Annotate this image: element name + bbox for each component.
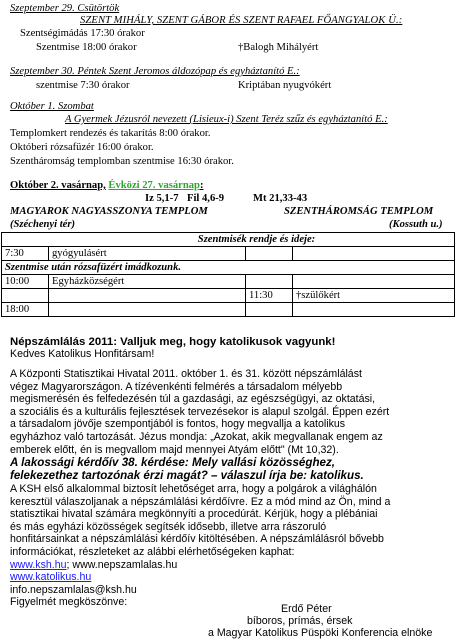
question-line: felekezethez tartozónak érzi magát? – válaszul írja be: katolikus. (10, 469, 364, 482)
church-left-location: (Széchenyi tér) (10, 219, 76, 230)
rosary-note: Szentmise után rózsafüzért imádkozunk. (2, 261, 455, 275)
paragraph-line: a társadalom jövője szempontjából is fontos, hogy megvallja a katolikus (10, 418, 346, 431)
census-question (10, 456, 460, 482)
paragraph-line: információkat, részleteket az alábbi elérhetőségeken kaphat: (10, 545, 295, 558)
schedule-time: 11:30 (246, 289, 293, 303)
paragraph-line: emberek előtt, én is megvallom majd mennyei Atyám előtt" (Mt 10,32). (10, 443, 339, 456)
oct1-rosary: Októberi rózsafüzér 16:00 órakor. (10, 142, 154, 153)
schedule-time: 10:00 (2, 275, 49, 289)
schedule-row (2, 289, 455, 303)
article-paragraph-1 (10, 368, 460, 456)
oct1-garden-cleanup: Templomkert rendezés és takarítás 8:00 órakor. (10, 128, 211, 139)
reading-3: Mt 21,33-43 (253, 193, 308, 204)
oct2-heading-colon: : (199, 180, 204, 191)
church-right-location: (Kossuth u.) (389, 219, 443, 230)
schedule-time: 18:00 (2, 303, 49, 317)
oct1-feast-title: A Gyermek Jézusról nevezett (Lisieux-i) Szent Teréz szűz és egyháztanító E.: (65, 114, 388, 125)
article-paragraph-2 (10, 483, 460, 609)
paragraph-line: megismerésén és felfedezésén túl a gazdasági, az egészségügyi, az oktatási, (10, 393, 376, 406)
ksh-link[interactable]: www.ksh.hu (10, 558, 67, 571)
sep30-mass-time: szentmise 7:30 órakor (36, 80, 130, 91)
sep30-heading: Szeptember 30. Péntek Szent Jeromos áldozópap és egyháztanító E.: (10, 66, 300, 77)
sep29-heading: Szeptember 29. Csütörtök (10, 3, 120, 14)
signature-name: Erdő Péter (281, 603, 332, 615)
schedule-header: Szentmisék rendje és ideje: (2, 233, 455, 247)
schedule-note-row (2, 261, 455, 275)
signature-title: bíboros, prímás, érsek (247, 615, 353, 627)
schedule-intention (293, 303, 455, 317)
paragraph-line: statisztikai hivatal számára megkönnyíti a procedúrát. Kérjük, hogy a plébániai (10, 508, 378, 521)
question-line: A lakossági kérdőív 38. kérdése: Mely vallási közösséghez, (10, 456, 335, 469)
sep30-mass-intention: Kriptában nyugvókért (238, 80, 332, 91)
oct2-heading (10, 180, 203, 192)
oct1-heading: Október 1. Szombat (10, 101, 94, 112)
schedule-time (246, 247, 293, 261)
oct1-trinity-mass: Szentháromság templomban szentmise 16:30 órakor. (10, 156, 234, 167)
schedule-intention (293, 247, 455, 261)
oct2-heading-sunday: Évközi 27. vasárnap (108, 180, 200, 191)
sep29-mass-intention: †Balogh Mihályért (238, 42, 319, 53)
paragraph-line: és más egyházi közösségek segítsék idősebb, illetve arra rászoruló (10, 520, 327, 533)
schedule-intention: Egyházközségért (49, 275, 246, 289)
oct2-heading-date: Október 2. vasárnap, (10, 180, 106, 191)
schedule-intention (49, 289, 246, 303)
mass-schedule-table (1, 232, 455, 317)
sep29-adoration: Szentségimádás 17:30 órakor (20, 28, 145, 39)
paragraph-line: keresztül válaszoljanak a népszámlálási kérdőívre. Ez a mód mind az Ön, mind a (10, 495, 391, 508)
schedule-time (246, 303, 293, 317)
contact-email: info.nepszamlalas@ksh.hu (10, 583, 137, 596)
schedule-time (246, 275, 293, 289)
paragraph-line: végez Magyarországon. A tízévenkénti felmérés a társadalom mélyebb (10, 380, 343, 393)
reading-2: Fil 4,6-9 (187, 193, 225, 204)
thanks-line: Figyelmét megköszönve: (10, 596, 128, 609)
paragraph-line: A KSH első alkalommal biztosít lehetőséget arra, hogy a polgárok a világhálón (10, 483, 377, 495)
schedule-intention: †szülőkért (293, 289, 455, 303)
katolikus-link[interactable]: www.katolikus.hu (10, 571, 92, 584)
article-greeting: Kedves Katolikus Honfitársam! (10, 348, 155, 360)
signature-organization: a Magyar Katolikus Püspöki Konferencia elnöke (208, 627, 433, 639)
schedule-intention: gyógyulásért (49, 247, 246, 261)
paragraph-line: honfitársainkat a népszámlálási kérdőív kitöltésében. A népszámlálásról bővebb (10, 533, 384, 546)
schedule-intention (49, 303, 246, 317)
sep29-mass-time: Szentmise 18:00 órakor (36, 42, 137, 53)
schedule-row (2, 247, 455, 261)
schedule-row (2, 303, 455, 317)
schedule-header-row (2, 233, 455, 247)
church-left-name: MAGYAROK NAGYASSZONYA TEMPLOM (10, 206, 208, 217)
church-right-name: SZENTHÁROMSÁG TEMPLOM (284, 206, 434, 217)
sep29-feast-title: SZENT MIHÁLY, SZENT GÁBOR ÉS SZENT RAFAEL FŐANGYALOK Ü.: (80, 15, 403, 26)
paragraph-line: A Központi Statisztikai Hivatal 2011. október 1. és 31. között népszámlálást (10, 368, 362, 380)
schedule-row (2, 275, 455, 289)
schedule-intention (293, 275, 455, 289)
paragraph-line: a szociális és a kulturális fejlesztések tervezésekor is alapul szolgál. Éppen ezért (10, 405, 390, 418)
links-line (10, 559, 460, 572)
article-title: Népszámlálás 2011: Valljuk meg, hogy katolikusok vagyunk! (10, 336, 336, 348)
paragraph-line: egyházhoz való tartozását. Jézus mondja: „Azokat, akik megvallanak engem az (10, 430, 383, 443)
schedule-time: 7:30 (2, 247, 49, 261)
katolikus-link-line (10, 571, 460, 584)
schedule-time (2, 289, 49, 303)
census-site-text: ; www.nepszamlalas.hu (66, 558, 178, 571)
reading-1: Iz 5,1-7 (145, 193, 179, 204)
